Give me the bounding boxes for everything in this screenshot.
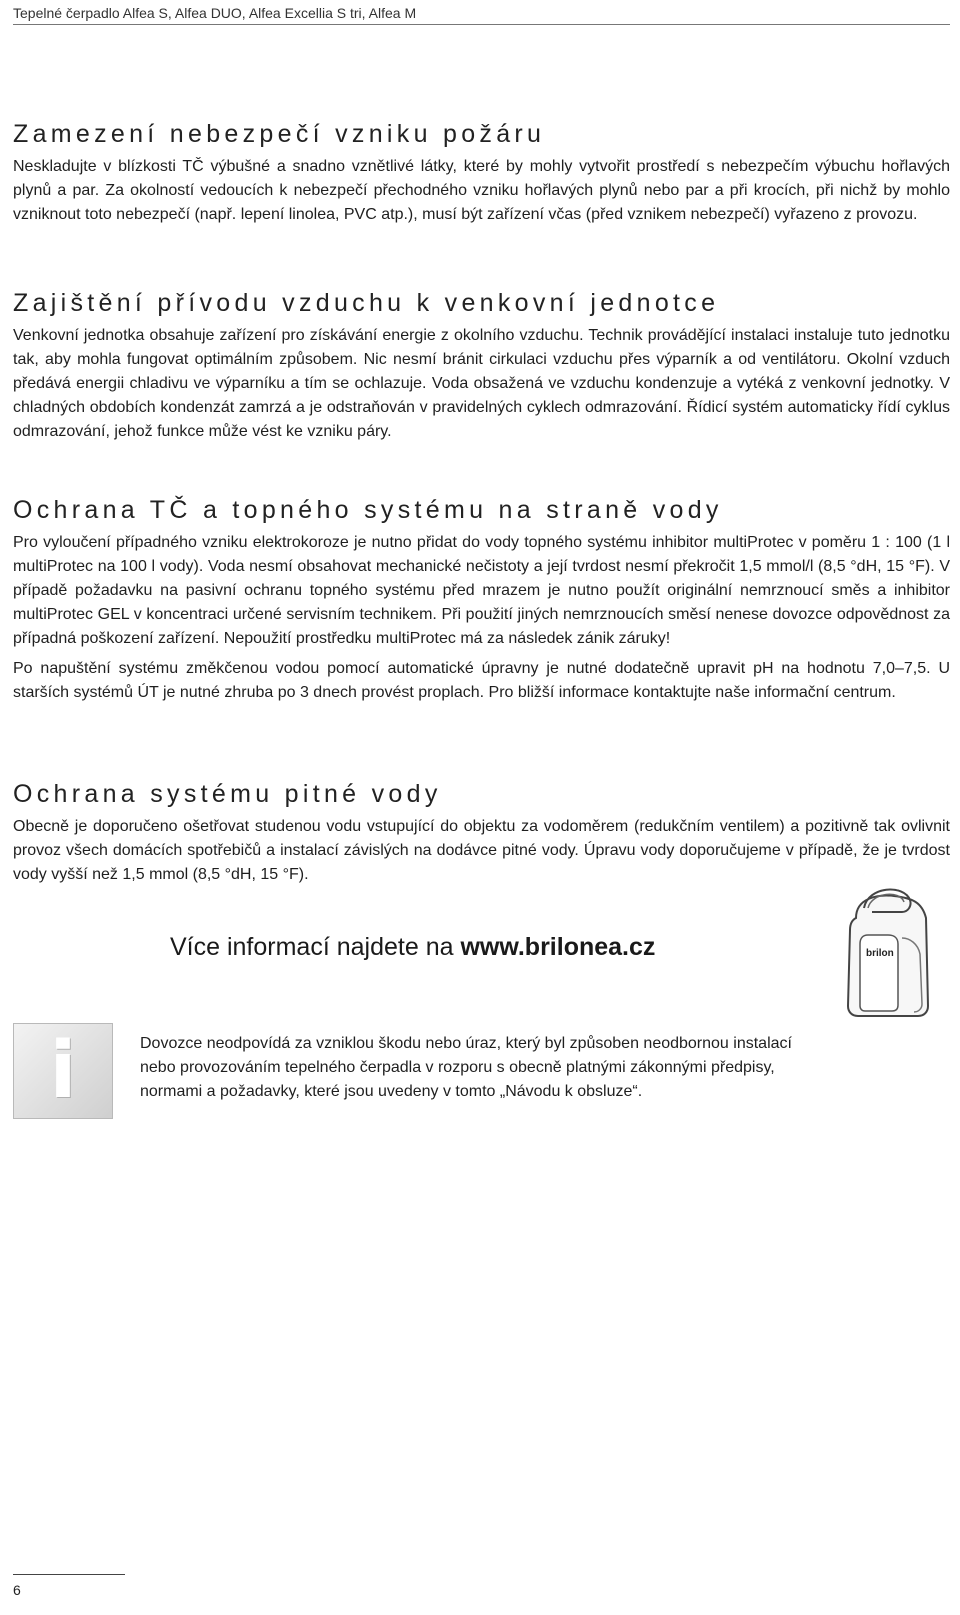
section-water-protection (13, 495, 950, 705)
section-paragraph: Obecně je doporučeno ošetřovat studenou vodu vstupující do objektu za vodoměrem (redukčním ventilem) a pozitivně tak ovlivnit provoz všech domácích spotřebičů a instalací závislých na dodávce pitné vody. Úpravu vody doporučujeme v případě, že je tvrdost vody vyšší než 1,5 mmol (8,5 °dH, 15 °F). (13, 818, 950, 883)
running-header: Tepelné čerpadlo Alfea S, Alfea DUO, Alfea Excellia S tri, Alfea M (13, 5, 417, 21)
promo-line (170, 931, 655, 963)
promo-link[interactable]: www.brilonea.cz (460, 933, 656, 961)
section-title: Ochrana TČ a topného systému na straně vody (13, 496, 723, 524)
section-paragraph: Po napuštění systému změkčenou vodou pomocí automatické úpravny je nutné dodatečně upravit pH na hodnotu 7,0–7,5. U starších systémů ÚT je nutné zhruba po 3 dnech provést proplach. Pro bližší informace kontaktujte naše informační centrum. (13, 660, 950, 701)
footer-divider (13, 1574, 125, 1575)
section-title: Ochrana systému pitné vody (13, 780, 442, 808)
header-divider (13, 24, 950, 25)
section-air-supply (13, 288, 950, 444)
info-glyph: i (49, 1026, 77, 1116)
section-drinking-water (13, 779, 950, 887)
section-paragraph: Pro vyloučení případného vzniku elektrokoroze je nutno přidat do vody topného systému inhibitor multiProtec v poměru 1 : 100 (1 l multiProtec na 100 l vody). Voda nesmí obsahovat mechanické nečistoty a její tvrdost nesmí překročit 1,5 mmol/l (8,5 °dH, 15 °F). V případě požadavku na pasivní ochranu topného systému před mrazem je nutno použít originální nemrznoucí směs a inhibitor multiProtec GEL v koncentraci určené servisním technikem. Při použití jiných nemrznoucích směsí nenese dovozce odpovědnost za případná poškození zařízení. Nepoužití prostředku multiProtec má za následek zánik záruky! (13, 534, 950, 647)
info-icon (13, 1023, 113, 1119)
section-fire-prevention (13, 119, 950, 227)
section-title: Zamezení nebezpečí vzniku požáru (13, 120, 546, 148)
section-paragraph: Neskladujte v blízkosti TČ výbušné a snadno vznětlivé látky, které by mohly vytvořit prostředí s nebezpečím výbuchu hořlavých plynů a par. Za okolností vedoucích k nebezpečí přechodného vzniku hořlavých plynů nebo par a při krocích, při nichž by mohlo vzniknout toto nebezpečí (např. lepení linolea, PVC atp.), musí být zařízení včas (před vznikem nebezpečí) vyřazeno z provozu. (13, 158, 950, 223)
section-title: Zajištění přívodu vzduchu k venkovní jednotce (13, 289, 720, 317)
water-softener-icon (838, 878, 934, 1020)
section-paragraph: Venkovní jednotka obsahuje zařízení pro získávání energie z okolního vzduchu. Technik provádějící instalaci instaluje tuto jednotku tak, aby mohla fungovat optimálním způsobem. Nic nesmí bránit cirkulaci vzduchu přes výparník a od ventilátoru. Okolní vzduch předává energii chladivu ve výparníku a tím se ochlazuje. Voda obsažená ve vzduchu kondenzuje a vytéká z venkovní jednotky. V chladných obdobích kondenzát zamrzá a je odstraňován v pravidelných cyklech odmrazování. Řídicí systém automaticky řídí cyklus odmrazování, jehož funkce může vést ke vzniku páry. (13, 327, 950, 440)
brand-logo: brilon (866, 948, 894, 959)
disclaimer-notice: Dovozce neodpovídá za vzniklou škodu nebo úraz, který byl způsoben neodbornou instalací nebo provozováním tepelného čerpadla v rozporu s obecně platnými zákonnými předpisy, normami a požadavky, které jsou uvedeny v tomto „Návodu k obsluze“. (140, 1035, 792, 1100)
promo-text: Více informací najdete na (170, 933, 461, 961)
page-number: 6 (13, 1582, 21, 1598)
